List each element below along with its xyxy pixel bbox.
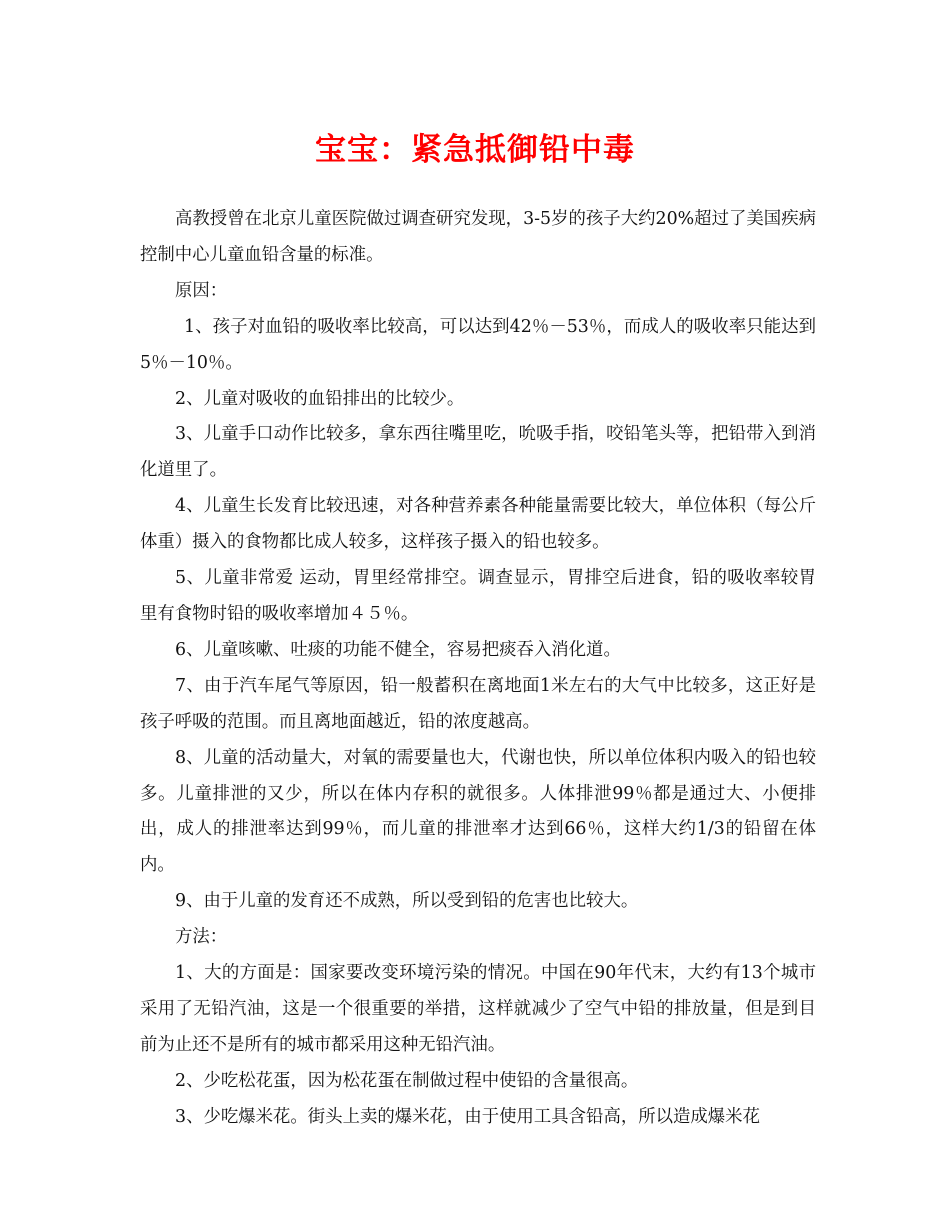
paragraph-methods-heading: 方法： bbox=[175, 927, 228, 948]
document-title: 宝宝：紧急抵御铅中毒 bbox=[315, 132, 635, 168]
paragraph-cause-5: 5、儿童非常爱 运动，胃里经常排空。调查显示，胃排空后进食，铅的吸收率较胃里有食物时铅的吸收率增加４５％。 bbox=[140, 568, 816, 624]
paragraph-cause-3: 3、儿童手口动作比较多，拿东西往嘴里吃，吮吸手指，咬铅笔头等，把铅带入到消化道里了。 bbox=[140, 424, 816, 481]
paragraph-cause-9: 9、由于儿童的发育还不成熟，所以受到铅的危害也比较大。 bbox=[175, 891, 639, 912]
paragraph-cause-7: 7、由于汽车尾气等原因，铅一般蓄积在离地面1米左右的大气中比较多，这正好是孩子呼吸的范围。而且离地面越近，铅的浓度越高。 bbox=[140, 675, 816, 732]
paragraph-intro: 高教授曾在北京儿童医院做过调查研究发现，3-5岁的孩子大约20%超过了美国疾病控制中心儿童血铅含量的标准。 bbox=[140, 209, 816, 265]
paragraph-causes-heading: 原因： bbox=[175, 280, 228, 301]
paragraph-method-3: 3、少吃爆米花。街头上卖的爆米花，由于使用工具含铅高，所以造成爆米花 bbox=[175, 1106, 760, 1127]
paragraph-cause-1: 1、孩子对血铅的吸收率比较高，可以达到42％－53％，而成人的吸收率只能达到5％－10％。 bbox=[140, 316, 816, 373]
paragraph-cause-4: 4、儿童生长发育比较迅速，对各种营养素各种能量需要比较大，单位体积（每公斤体重）摄入的食物都比成人较多，这样孩子摄入的铅也较多。 bbox=[140, 496, 816, 553]
document-body bbox=[140, 202, 816, 1136]
paragraph-cause-8: 8、儿童的活动量大，对氧的需要量也大，代谢也快，所以单位体积内吸入的铅也较多。儿童排泄的又少，所以在体内存积的就很多。人体排泄99％都是通过大、小便排出，成人的排泄率达到99％，而儿童的排泄率才达到66％，这样大约1/3的铅留在体内。 bbox=[140, 747, 816, 876]
paragraph-method-2: 2、少吃松花蛋，因为松花蛋在制做过程中使铅的含量很高。 bbox=[175, 1070, 639, 1091]
paragraph-cause-6: 6、儿童咳嗽、吐痰的功能不健全，容易把痰吞入消化道。 bbox=[175, 639, 621, 660]
paragraph-cause-2: 2、儿童对吸收的血铅排出的比较少。 bbox=[175, 388, 465, 409]
paragraph-method-1: 1、大的方面是：国家要改变环境污染的情况。中国在90年代末，大约有13个城市采用了无铅汽油，这是一个很重要的举措，这样就减少了空气中铅的排放量，但是到目前为止还不是所有的城市都采用这种无铅汽油。 bbox=[140, 963, 816, 1055]
